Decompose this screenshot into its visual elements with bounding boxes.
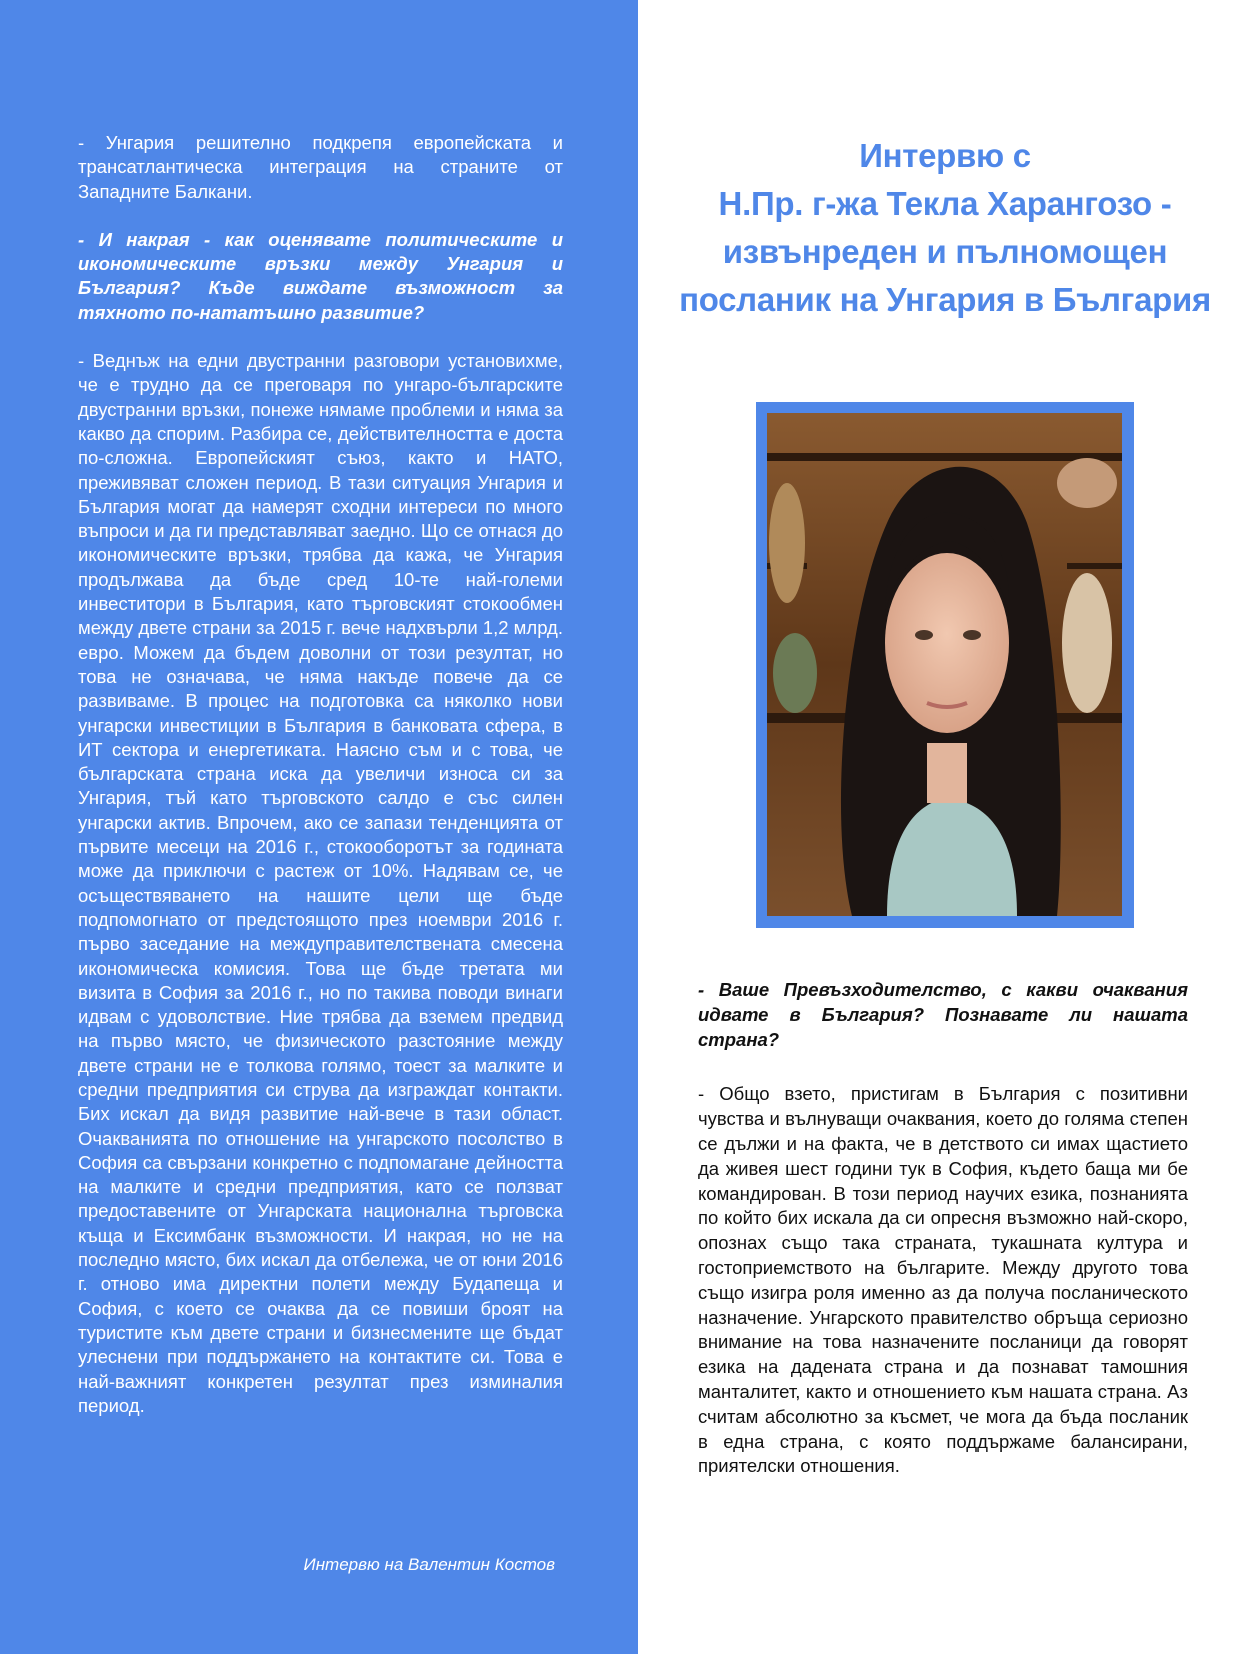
right-text-column (698, 978, 1188, 1479)
title-line-3: извънреден и пълномощен (722, 233, 1168, 270)
title-line-1: Интервю с (859, 137, 1031, 174)
portrait-illustration (767, 413, 1122, 916)
question-expectations: - Ваше Превъзходителство, с какви очаквания идвате в България? Познавате ли нашата страна? (698, 979, 1188, 1050)
article-title (660, 132, 1230, 324)
title-line-4: посланик на Унгария в България (679, 281, 1211, 318)
title-line-2: Н.Пр. г-жа Текла Харангозо - (718, 185, 1172, 222)
answer-economic-relations: - Веднъж на едни двустранни разговори установихме, че е трудно да се преговаря по унгаро-българските двустранни връзки, понеже нямаме проблеми и няма за какво да спорим. Разбира се, действителността е доста по-сложна. Европейският съюз, както и НАТО, преживяват сложен период. В тази ситуация Унгария и България могат да намерят сходни интереси по много въпроси и да ги представляват заедно. Що се отнася до икономическите връзки, трябва да кажа, че Унгария продължава да бъде сред 10-те най-големи инвеститори в България, като търговският стокообмен между двете страни за 2015 г. вече надхвърли 1,2 млрд. евро. Можем да бъдем доволни от този резултат, но това не означава, че няма накъде повече да се развиваме. В процес на подготовка са няколко нови унгарски инвестиции в България в банковата сфера, в ИТ сектора и енергетиката. Наясно съм и с това, че българската страна иска да увеличи износа си за Унгария, тъй като търговското салдо е със силен унгарски актив. Впрочем, ако се запази тенденцията от първите месеци на 2016 г., стокооборотът за годината може да приключи с растеж от 10%. Надявам се, че осъществяването на нашите цели ще бъде подпомогнато от предстоящото през ноември 2016 г. първо заседание на междуправителствената смесена икономическа комисия. Това ще бъде третата ми визита в София за 2016 г., но по такива поводи винаги идвам с удоволствие. Ние трябва да вземем предвид на първо място, че физическото разстояние между двете страни не е толкова голямо, тоест за малките и средни предприятия си струва да изграждат контакти. Бих искал да видя развитие най-вече в тази област. Очакванията по отношение на унгарското посолство в София са свързани конкретно с подпомагане дейността на малките и средни предприятия, като се ползват предоставените от Унгарската национална търговска къща и Ексимбанк възможности. И накрая, но не на последно място, бих искал да отбележа, че от юни 2016 г. отново има директни полети между Будапеща и София, с което се очаква да се повиши броят на туристите към двете страни и бизнесмените ще бъдат улеснени при поддържането на контактите си. Това е най-важният конкретен резултат през изминалия период. (78, 350, 563, 1416)
interviewer-byline: Интервю на Валентин Костов (303, 1555, 555, 1574)
portrait-frame (756, 402, 1134, 928)
answer-expectations: - Общо взето, пристигам в България с позитивни чувства и вълнуващи очаквания, което до голяма степен се дължи и на факта, че в детството си имах щастието да живея шест години тук в София, където баща ми бе командирован. В този период научих езика, познанията по който бих искала да си опресня възможно най-скоро, опознах също така страната, тукашната култура и гостоприемството на българите. Между другото това също изигра роля именно аз да получа посланическото назначение. Унгарското правителство обръща сериозно внимание на това назначените посланици да говорят езика на дадената страна и да познават тамошния манталитет, както и отношението към нашата страна. Аз считам абсолютно за късмет, че мога да бъда посланик в една страна, с която поддържаме балансирани, приятелски отношения. (698, 1083, 1188, 1477)
answer-western-balkans: - Унгария решително подкрепя европейската и трансатлантическа интеграция на страните от Западните Балкани. (78, 132, 563, 202)
question-economic-relations: - И накрая - как оценявате политическите и икономическите връзки между Унгария и България? Къде виждате възможност за тяхното по-нататъшно развитие? (78, 228, 563, 323)
ambassador-portrait-photo (767, 413, 1122, 916)
left-text-column (78, 131, 563, 1418)
